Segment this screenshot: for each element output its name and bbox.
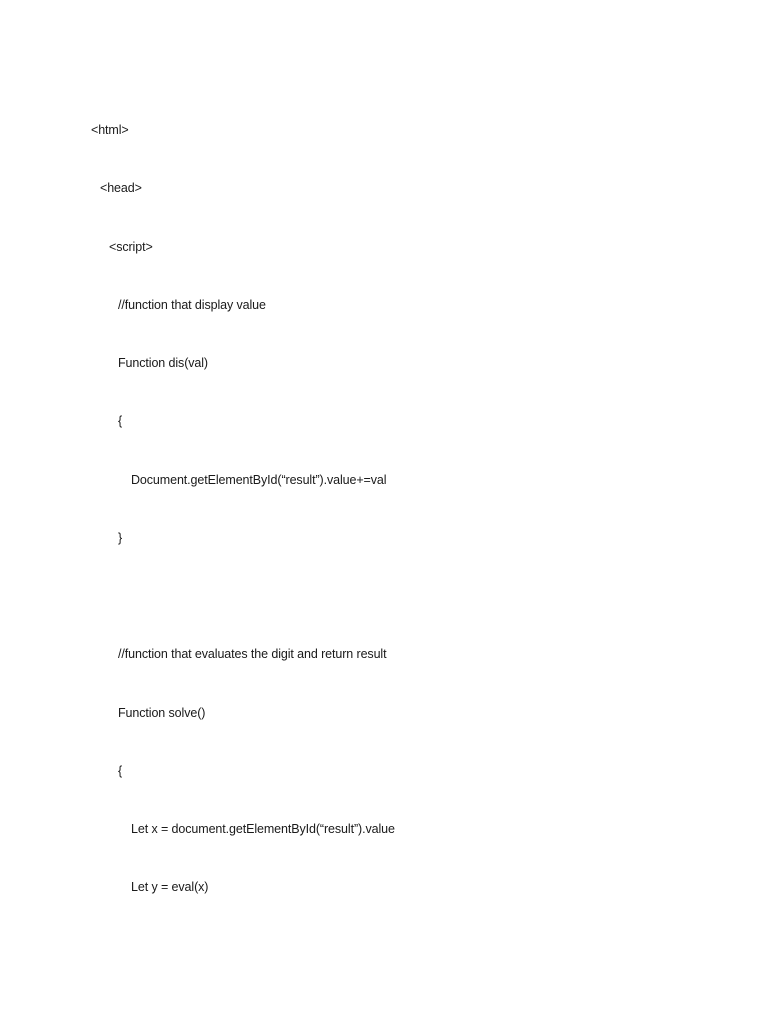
code-line-let-x: Let x = document.getElementById(“result”).value xyxy=(131,822,395,836)
code-line-script-open: <script> xyxy=(109,240,153,254)
code-line-brace-open: { xyxy=(118,764,123,778)
code-line-brace-open: { xyxy=(118,414,123,428)
code-line-comment-display: //function that display value xyxy=(118,298,266,312)
code-line-html-open: <html> xyxy=(91,123,129,137)
code-line-function-dis: Function dis(val) xyxy=(118,356,208,370)
code-line-let-y: Let y = eval(x) xyxy=(131,880,209,894)
code-line-dis-body: Document.getElementById(“result”).value+=val xyxy=(131,473,387,487)
code-line-comment-evaluate: //function that evaluates the digit and return result xyxy=(118,647,387,661)
code-line-function-solve: Function solve() xyxy=(118,706,206,720)
code-line-head-open: <head> xyxy=(100,181,142,195)
code-line-brace-close: } xyxy=(118,531,123,545)
